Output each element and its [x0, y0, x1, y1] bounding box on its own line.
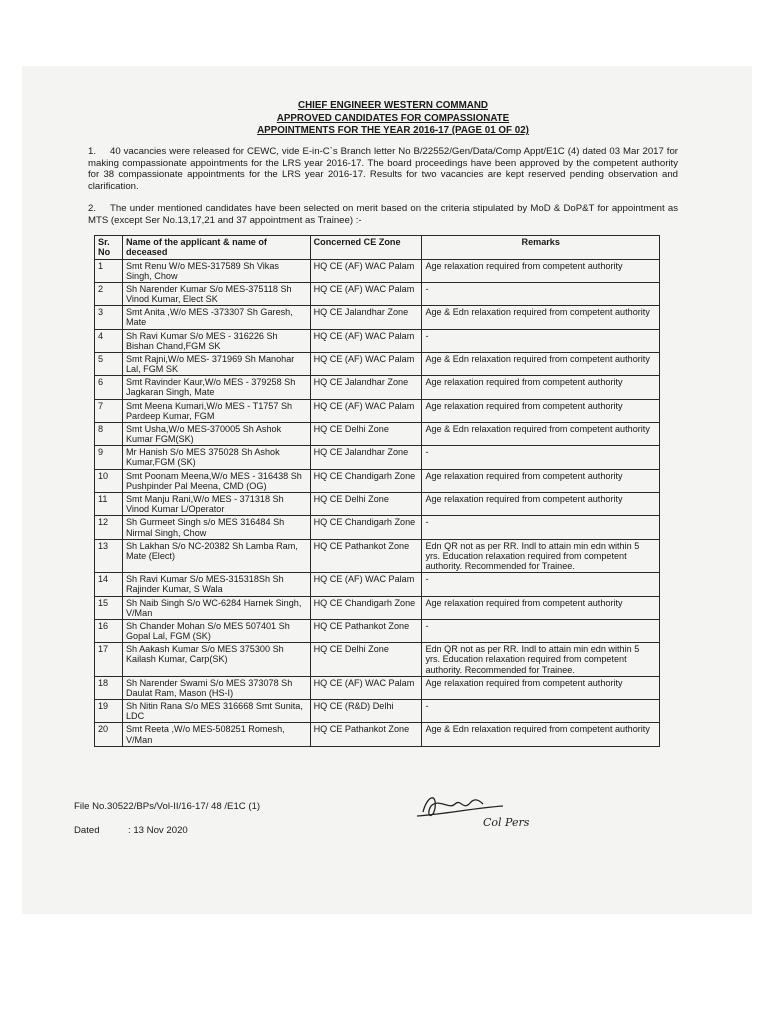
cell-name: Smt Usha,W/o MES-370005 Sh Ashok Kumar FGM(SK)	[122, 422, 310, 445]
cell-remarks: Age relaxation required from competent authority	[422, 492, 660, 515]
table-row	[95, 573, 660, 596]
header-name: Name of the applicant & name of deceased	[122, 236, 310, 259]
title-line-3: APPOINTMENTS FOR THE YEAR 2016-17 (PAGE 01 OF 02)	[257, 125, 529, 137]
cell-sr: 20	[95, 723, 123, 746]
paragraph-1	[88, 146, 678, 192]
cell-remarks: Edn QR not as per RR. Indl to attain min edn within 5 yrs. Education relaxation required from competent authority. Recommended for Trainee.	[422, 643, 660, 677]
candidates-table	[94, 235, 660, 747]
header-sr-no: Sr. No	[95, 236, 123, 259]
cell-remarks: -	[422, 282, 660, 305]
cell-zone: HQ CE Chandigarh Zone	[310, 516, 422, 539]
cell-remarks: Age relaxation required from competent authority	[422, 676, 660, 699]
title-line-1: CHIEF ENGINEER WESTERN COMMAND	[298, 100, 488, 111]
cell-zone: HQ CE Chandigarh Zone	[310, 469, 422, 492]
cell-name: Smt Rajni,W/o MES- 371969 Sh Manohar Lal, FGM SK	[122, 352, 310, 375]
cell-zone: HQ CE Delhi Zone	[310, 422, 422, 445]
cell-name: Sh Aakash Kumar S/o MES 375300 Sh Kailash Kumar, Carp(SK)	[122, 643, 310, 677]
cell-remarks: Age & Edn relaxation required from competent authority	[422, 306, 660, 329]
cell-zone: HQ CE Chandigarh Zone	[310, 596, 422, 619]
cell-zone: HQ CE Delhi Zone	[310, 643, 422, 677]
cell-zone: HQ CE (AF) WAC Palam	[310, 573, 422, 596]
table-row	[95, 516, 660, 539]
table-header-row	[95, 236, 660, 259]
cell-name: Mr Hanish S/o MES 375028 Sh Ashok Kumar,FGM (SK)	[122, 446, 310, 469]
cell-name: Sh Chander Mohan S/o MES 507401 Sh Gopal Lal, FGM (SK)	[122, 619, 310, 642]
cell-remarks: -	[422, 700, 660, 723]
cell-name: Sh Ravi Kumar S/o MES - 316226 Sh Bishan Chand,FGM SK	[122, 329, 310, 352]
cell-sr: 7	[95, 399, 123, 422]
paragraph-1-text: 40 vacancies were released for CEWC, vide E-in-C`s Branch letter No B/22552/Gen/Data/Comp Appt/E1C (4) dated 03 Mar 2017 for making compassionate appointments for the LRS year 2016-17. The board proceedings have been approved by the competent authority for 38 compassionate appointments for the LRS year 2016-17. Results for two vacancies are kept reserved pending observation and clarification.	[88, 146, 678, 192]
cell-sr: 19	[95, 700, 123, 723]
dated-line	[74, 825, 188, 836]
header-remarks: Remarks	[422, 236, 660, 259]
table-row	[95, 399, 660, 422]
cell-name: Smt Anita ,W/o MES -373307 Sh Garesh, Mate	[122, 306, 310, 329]
cell-remarks: -	[422, 329, 660, 352]
cell-sr: 12	[95, 516, 123, 539]
cell-name: Sh Ravi Kumar S/o MES-315318Sh Sh Rajinder Kumar, S Wala	[122, 573, 310, 596]
cell-zone: HQ CE (AF) WAC Palam	[310, 259, 422, 282]
cell-zone: HQ CE Jalandhar Zone	[310, 376, 422, 399]
cell-sr: 14	[95, 573, 123, 596]
file-number: File No.30522/BPs/Vol-II/16-17/ 48 /E1C (1)	[74, 801, 261, 812]
cell-name: Sh Naib Singh S/o WC-6284 Harnek Singh, V/Man	[122, 596, 310, 619]
cell-name: Sh Narender Swami S/o MES 373078 Sh Daulat Ram, Mason (HS-I)	[122, 676, 310, 699]
cell-remarks: Age relaxation required from competent authority	[422, 376, 660, 399]
dated-label: Dated	[74, 825, 100, 836]
table-row	[95, 446, 660, 469]
paragraph-1-number: 1.	[88, 146, 97, 158]
cell-name: Smt Renu W/o MES-317589 Sh Vikas Singh, Chow	[122, 259, 310, 282]
cell-zone: HQ CE (AF) WAC Palam	[310, 676, 422, 699]
cell-name: Smt Poonam Meena,W/o MES - 316438 Sh Pushpinder Pal Meena, CMD (OG)	[122, 469, 310, 492]
header-zone: Concerned CE Zone	[310, 236, 422, 259]
document-page	[88, 100, 678, 747]
cell-remarks: Age relaxation required from competent authority	[422, 259, 660, 282]
table-row	[95, 329, 660, 352]
table-row	[95, 259, 660, 282]
cell-remarks: Age relaxation required from competent authority	[422, 596, 660, 619]
cell-sr: 9	[95, 446, 123, 469]
signature	[405, 786, 540, 834]
cell-remarks: -	[422, 619, 660, 642]
cell-name: Smt Ravinder Kaur,W/o MES - 379258 Sh Jagkaran Singh, Mate	[122, 376, 310, 399]
cell-remarks: -	[422, 446, 660, 469]
cell-sr: 13	[95, 539, 123, 573]
cell-name: Smt Manju Rani,W/o MES - 371318 Sh Vinod Kumar L/Operator	[122, 492, 310, 515]
cell-sr: 18	[95, 676, 123, 699]
cell-remarks: Age & Edn relaxation required from competent authority	[422, 422, 660, 445]
table-row	[95, 643, 660, 677]
paragraph-2	[88, 203, 678, 226]
table-row	[95, 352, 660, 375]
cell-zone: HQ CE Jalandhar Zone	[310, 306, 422, 329]
table-row	[95, 539, 660, 573]
cell-sr: 3	[95, 306, 123, 329]
cell-sr: 15	[95, 596, 123, 619]
paragraph-2-number: 2.	[88, 203, 97, 215]
cell-zone: HQ CE Pathankot Zone	[310, 539, 422, 573]
cell-zone: HQ CE (AF) WAC Palam	[310, 329, 422, 352]
cell-sr: 6	[95, 376, 123, 399]
table-row	[95, 700, 660, 723]
cell-name: Sh Nitin Rana S/o MES 316668 Smt Sunita, LDC	[122, 700, 310, 723]
cell-zone: HQ CE (AF) WAC Palam	[310, 399, 422, 422]
table-row	[95, 469, 660, 492]
title-line-2: APPROVED CANDIDATES FOR COMPASSIONATE	[276, 112, 510, 124]
table-row	[95, 306, 660, 329]
cell-remarks: Age & Edn relaxation required from competent authority	[422, 723, 660, 746]
table-row	[95, 422, 660, 445]
cell-zone: HQ CE (AF) WAC Palam	[310, 282, 422, 305]
table-row	[95, 723, 660, 746]
cell-name: Smt Meena Kumari,W/o MES - T1757 Sh Pardeep Kumar, FGM	[122, 399, 310, 422]
cell-remarks: Age relaxation required from competent authority	[422, 469, 660, 492]
cell-name: Sh Narender Kumar S/o MES-375118 Sh Vinod Kumar, Elect SK	[122, 282, 310, 305]
cell-sr: 1	[95, 259, 123, 282]
cell-name: Smt Reeta ,W/o MES-508251 Romesh, V/Man	[122, 723, 310, 746]
cell-sr: 5	[95, 352, 123, 375]
cell-zone: HQ CE (R&D) Delhi	[310, 700, 422, 723]
document-title	[108, 100, 678, 138]
table-row	[95, 619, 660, 642]
cell-zone: HQ CE Pathankot Zone	[310, 619, 422, 642]
cell-sr: 8	[95, 422, 123, 445]
cell-sr: 11	[95, 492, 123, 515]
cell-sr: 17	[95, 643, 123, 677]
table-row	[95, 492, 660, 515]
paragraph-2-text: The under mentioned candidates have been selected on merit based on the criteria stipulated by MoD & DoP&T for appointment as MTS (except Ser No.13,17,21 and 37 appointment as Trainee) :-	[88, 203, 678, 226]
signature-designation: Col Pers	[483, 816, 530, 829]
cell-remarks: Age relaxation required from competent authority	[422, 399, 660, 422]
cell-zone: HQ CE Pathankot Zone	[310, 723, 422, 746]
cell-name: Sh Lakhan S/o NC-20382 Sh Lamba Ram, Mate (Elect)	[122, 539, 310, 573]
cell-remarks: Edn QR not as per RR. Indl to attain min edn within 5 yrs. Education relaxation required from competent authority. Recommended for Trainee.	[422, 539, 660, 573]
cell-sr: 2	[95, 282, 123, 305]
cell-zone: HQ CE Delhi Zone	[310, 492, 422, 515]
dated-value: : 13 Nov 2020	[128, 825, 188, 836]
cell-sr: 10	[95, 469, 123, 492]
cell-zone: HQ CE (AF) WAC Palam	[310, 352, 422, 375]
cell-remarks: -	[422, 516, 660, 539]
cell-sr: 16	[95, 619, 123, 642]
cell-remarks: -	[422, 573, 660, 596]
cell-sr: 4	[95, 329, 123, 352]
table-row	[95, 282, 660, 305]
table-row	[95, 596, 660, 619]
cell-zone: HQ CE Jalandhar Zone	[310, 446, 422, 469]
cell-name: Sh Gurmeet Singh s/o MES 316484 Sh Nirmal Singh, Chow	[122, 516, 310, 539]
table-row	[95, 676, 660, 699]
table-row	[95, 376, 660, 399]
cell-remarks: Age & Edn relaxation required from competent authority	[422, 352, 660, 375]
